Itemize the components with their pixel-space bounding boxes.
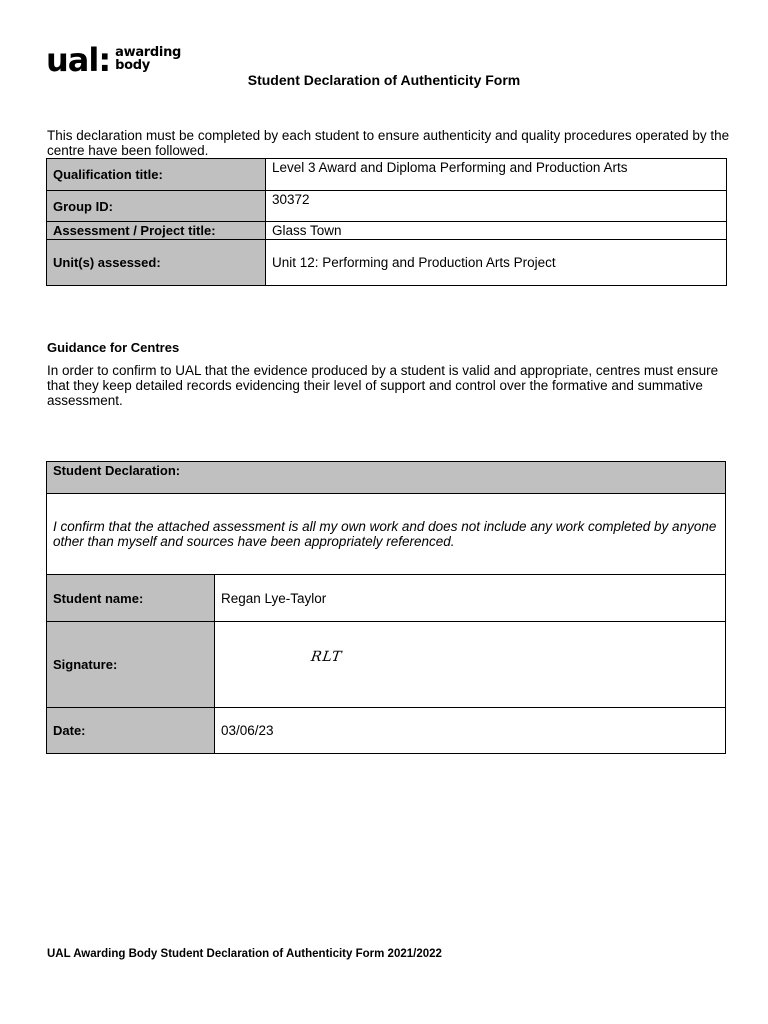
- page-title: Student Declaration of Authenticity Form: [247, 72, 521, 88]
- guidance-heading: Guidance for Centres: [47, 340, 180, 355]
- units-assessed-label: Unit(s) assessed:: [47, 240, 266, 286]
- signature-label: Signature:: [47, 622, 215, 708]
- table-row: [47, 575, 726, 622]
- group-id-label: Group ID:: [47, 191, 266, 222]
- units-assessed-value: Unit 12: Performing and Production Arts Project: [266, 240, 727, 286]
- signature-cell: [215, 622, 726, 708]
- group-id-value: 30372: [266, 191, 727, 222]
- table-row: [47, 240, 727, 286]
- table-row: [47, 462, 726, 494]
- logo-line-1: awarding: [115, 45, 182, 60]
- project-title-value: Glass Town: [266, 222, 727, 240]
- logo-mark: ual:: [46, 41, 111, 79]
- project-title-label: Assessment / Project title:: [47, 222, 266, 240]
- table-row: [47, 159, 727, 191]
- logo-line-2: body: [115, 58, 150, 73]
- qualification-title-label: Qualification title:: [47, 159, 266, 191]
- table-row: [47, 708, 726, 754]
- date-value: 03/06/23: [215, 708, 726, 754]
- declaration-statement: I confirm that the attached assessment is all my own work and does not include any work completed by anyone other than myself and sources have been appropriately referenced.: [47, 494, 726, 575]
- table-row: [47, 494, 726, 575]
- table-row: [47, 191, 727, 222]
- intro-text: This declaration must be completed by each student to ensure authenticity and quality procedures operated by the centre have been followed.: [47, 128, 730, 158]
- table-row: [47, 622, 726, 708]
- declaration-table: [46, 461, 726, 754]
- signature-value: RLT: [309, 648, 344, 665]
- date-label: Date:: [47, 708, 215, 754]
- page-footer: UAL Awarding Body Student Declaration of Authenticity Form 2021/2022: [47, 948, 442, 960]
- qualification-title-value: Level 3 Award and Diploma Performing and Production Arts: [266, 159, 727, 191]
- logo-text: [115, 46, 181, 72]
- qualification-table: [46, 158, 727, 286]
- declaration-heading: Student Declaration:: [47, 462, 726, 494]
- table-row: [47, 222, 727, 240]
- guidance-text: In order to confirm to UAL that the evidence produced by a student is valid and appropriate, centres must ensure that they keep detailed records evidencing their level of support and control over the formative and summative assessment.: [47, 363, 719, 408]
- student-name-label: Student name:: [47, 575, 215, 622]
- student-name-value: Regan Lye-Taylor: [215, 575, 726, 622]
